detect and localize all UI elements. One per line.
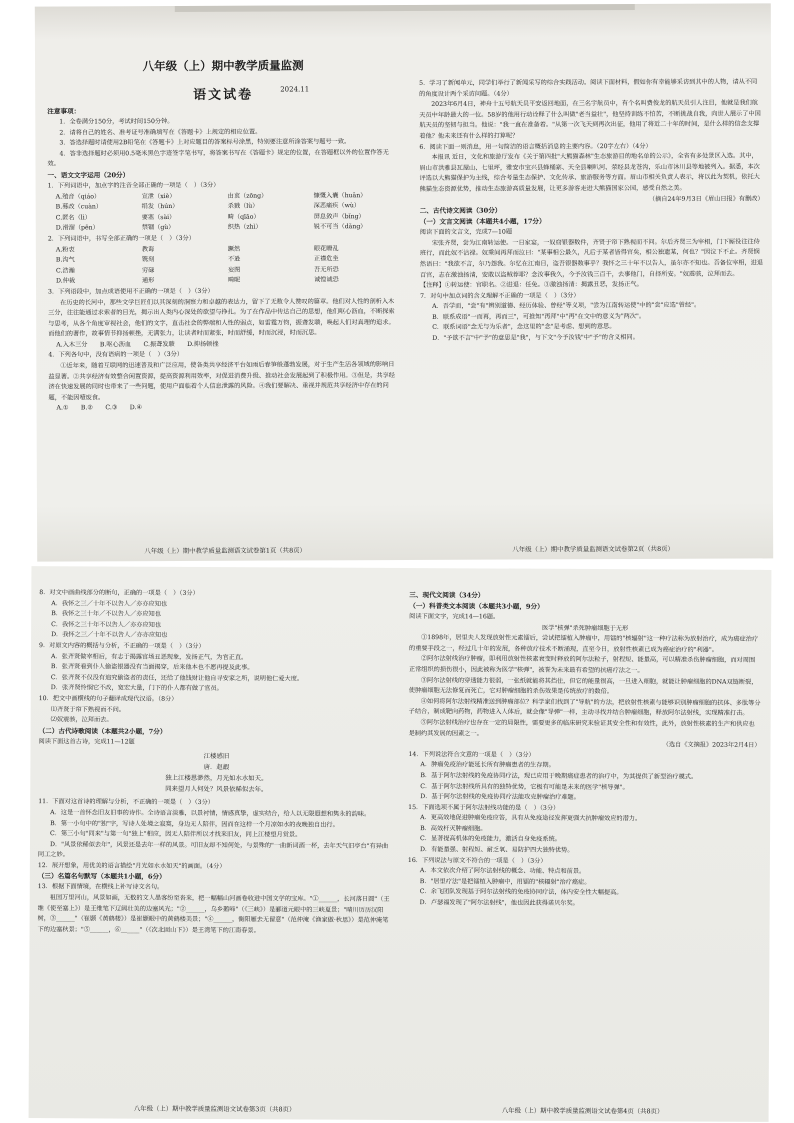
option: C.匿名（lì） (55, 214, 91, 222)
option: B．基于阿尔法射线的免疫协同疗法，现已应用于晚期癌症患者的治疗中，为其提供了新型治疗模式。 (420, 772, 698, 781)
option: 由衷（zōng） (227, 192, 268, 200)
q2-options (48, 244, 400, 288)
question-11: 11．下面对这首诗的理解与分析，不正确的一项是（ ）（3分） (38, 798, 215, 807)
option: 畸昵 (227, 277, 241, 285)
option: 吾无所恐 (313, 266, 339, 274)
option: C．我怀之三十年不以告人／亦亦应知也 (51, 620, 162, 629)
option: 杀戮（lù） (227, 202, 259, 210)
question-2: 2．下列词语中，书写全部正确的一项是（ ）（3分） (47, 234, 195, 243)
option: B．"居里疗法"是把镭植入肿瘤中，用镭的"核辐射"治疗癌症。 (419, 877, 591, 886)
question-12: 12．展开想象，用优美的语言描绘"月光如水水如天"的画面。（4分） (37, 861, 226, 870)
passage: 本报讯 近日，文化和旅游厅发布《关于第四批"大熊猫森林"生态旅游目的地名单的公示》，全省有多处景区入选。其中，眉山市洪雅县瓦屋山、七里坪，雅安市宝兴县蜂桶寨、天全县喇叭河、荥经县龙苍沟，乐山市沐川县等地被列入。据悉，本次评选以大熊猫保护为主线，综合考量生态保护、文化传承、旅游服务等方面。眉山市相关负责人表示，将以此为契机，依托大熊猫生态资源优势，推动生态旅游高质量发展，让更多游客走进大熊猫国家公园，感受自然之美。 (419, 152, 760, 193)
page-1 (47, 5, 401, 562)
option: 妄图 (227, 266, 241, 274)
option: A．我怀之三／十年不以告人／亦亦应知也 (51, 599, 168, 608)
page-3 (37, 566, 396, 1120)
translate-sentence: ⑵奴震骇，泣拜而去。 (50, 716, 113, 724)
option: 正襟危坐 (313, 255, 339, 263)
option: B．第一小句中的"独"字，写诗人处境之寂寞，身边无人陪伴，因而在这样一个月凉如水的夜晚独自出行。 (50, 819, 339, 829)
page-footer: 八年级（上）期中教学质量监测语文试卷第2页（共8页） (512, 544, 674, 554)
option: B．联系成语"一而再，再而三"，可推知"再拜"中"再"在文中的意义为"两次"。 (432, 312, 646, 321)
reading-instructions: 阅读下面的文言文，完成7—10题 (419, 228, 513, 237)
option: D．"予欲不言"中"予"的意思是"我"，与下文"今予汝钱"中"予"的含义相同。 (432, 334, 639, 342)
question-9: 9．对原文内容的概括与分析，不正确的一项是（ ）（3分） (39, 642, 205, 650)
question-16: 16．下列说法与原文不符合的一项是（ ）（3分） (407, 856, 547, 865)
option: A．吾学而，"尝"有"辨别道德、经历体验、曾经"等义项，"尝为江南转运使"中的"尝"应选"曾经"。 (432, 301, 701, 311)
poem-block (38, 750, 394, 796)
question-7: 7．对句中加点词的含义理解不正确的一项是（ ）（3分） (420, 291, 580, 300)
option: C．张齐贤不仅没有追究偷盗者的责任，还给了他钱财让他自寻安家之所，说明他仁爱大度。 (50, 673, 304, 683)
annotation: 【注释】①转运使：官职名。②进退：任免。③激浊扬清：揭露丑恶，发扬正气。 (419, 281, 643, 290)
section-heading: 一、语文文字运用（20分） (47, 171, 130, 180)
notice-item: 1．全卷满分150分，考试时间150分钟。 (59, 118, 174, 126)
question-13: 13．根据下面情境，在横线上补写诗文名句。 (37, 883, 164, 892)
option: C．显著提高机体的免疫能力，激活自身免疫系统。 (420, 835, 561, 844)
option: 慷慨入囊（huān） (313, 191, 367, 199)
option: 不逊 (227, 255, 241, 263)
q3-options: A.入木三分 B.呕心沥血 C.振聋发聩 D.抑扬顿挫 (56, 340, 219, 349)
source-note: （选自《文摘报》2023年2月4日） (662, 741, 761, 750)
question-5: 5．学习了新闻单元，同学们举行了新闻采写的综合实践活动。阅读下面材料，假如你有幸能够采访到其中的人物，请从不同的角度设计两个采访问题。（4分） (419, 78, 758, 98)
poem-line: 独上江楼思渺然，月光如水水如天。 (165, 774, 268, 783)
option: 诚惶诚恐 (313, 276, 339, 284)
page-footer: 八年级（上）期中教学质量监测语文试卷第1页（共8页） (144, 546, 306, 556)
exam-date: 2024.11 (280, 85, 310, 94)
poem-line: 同来望月人何处？风景依稀似去年。 (165, 785, 268, 794)
option: 畸（qīāo） (227, 213, 260, 221)
option: 禁锢（gù） (141, 224, 175, 232)
option: C．第三小句"同来"与第一句"独上"相应，因无人陪伴所以才找来旧友，同上江楼望月赏景。 (50, 830, 302, 839)
poem-author: 唐．赵嘏 (203, 763, 230, 772)
exam-sheet-pages-3-4 (29, 566, 772, 1122)
option: A．张齐贤做宰相后，有志于揭露官场丑恶现象，发扬正气，为官正直。 (50, 652, 248, 661)
subject-row (47, 83, 399, 101)
subsection-heading: （二）古代诗歌阅读（本题共2小题，7分） (38, 726, 167, 736)
question-1: 1．下列词语中，加点字的注音全部正确的一项是（ ）（3分） (47, 181, 220, 190)
exam-title: 八年级（上）期中教学质量监测 (142, 58, 304, 74)
page-footer: 八年级（上）期中教学质量监测语文试卷第4页（共8页） (501, 1106, 664, 1116)
subsection-heading: （一）文言文阅读（本题共4小题，17分） (419, 217, 546, 227)
notice-item: 4．答非选择题时必须用0.5毫米黑色字迹签字笔书写，将答案书写在《答题卡》规定的位置，在答题框以外的位置作答无效。 (47, 148, 389, 168)
option: B．高效杆灭肿瘤细胞。 (420, 824, 487, 833)
article-paragraph: ①1898年，居里夫人发现放射性元素镭后，尝试把镭植入肿瘤中，用镭的"核辐射"这一种疗法称为放射治疗，成为癌症治疗的重要手段之一，经过几十年的发展，各种放疗技术不断涌现，直至今日，放射性核素已成为癌症治疗的"利器"。 (409, 634, 759, 654)
option: B.蓦改（cuàn） (55, 203, 103, 211)
option: 镌刻 (141, 256, 155, 264)
article-paragraph: ④如何将阿尔法射线精准送到肿瘤部位？科学家们找到了"导航"的方法，把放射性核素与能够识别肿瘤细胞的抗体、多肽等分子结合，制成靶向药物，药物进入人体后，就会像"导弹"一样，主动寻找并结合肿瘤细胞，释放阿尔法射线，实现精准打击。 (408, 697, 761, 718)
translate-sentence: ⑴齐贤于帘下熟视而不问。 (50, 705, 125, 714)
question-4: 4．下列各句中，没有语病的一项是（ ）（3分） (48, 351, 184, 360)
option: C.浩瀚 (55, 267, 75, 275)
option: B．我怀之三十年／不以告人／亦应知也 (51, 610, 161, 618)
option: D.滑溜（pēn） (55, 224, 99, 232)
option: D.仲裁 (55, 277, 76, 285)
section-heading: 三、现代文阅读（34分） (409, 591, 485, 600)
article-paragraph: ⑤阿尔法射线治疗也存在一定的局限性，需要更多的临床研究来验证其安全性和有效性，此外，放射性核素的生产和供应也是制约其发展的因素之一。 (408, 719, 755, 737)
question-6: 6．阅读下面一则消息，用一句简洁的语言概括消息的主要内容。（20字左右）（4分） (419, 142, 652, 151)
option: 宣泄（xiè） (141, 192, 176, 200)
page-footer: 八年级（上）期中教学质量监测语文试卷第3页（共8页） (133, 1104, 296, 1114)
option: D．有能量强、射程短、耐乏氧、易防护四大独特优势。 (419, 846, 574, 854)
option: 屏息敛声（bǐng） (313, 212, 365, 221)
exam-sheet-pages-1-2 (35, 3, 773, 561)
passage: 在历史的长河中，那些文学巨匠们以其深刻的洞察力和卓越的表达力，留下了无数令人赞叹的篇章。他们对人性的剖析入木三分，往往能通过求索者的目光，揭示出人类内心深处的欲望与挣扎。为了在作品中传达自己的思想，他们呕心沥血，不断探索与思考，从各个角度审视社会，他们的文字，直击社会的弊端和人性的弱点，如雷霆万钧，振聋发聩，唤起人们对真理的追求。而他们的著作，故事情节抑扬顿挫，无满张力，让读者时而紧张，时而舒缓，时而沉浸，时而沉思。 (48, 297, 395, 338)
option: 锐不可当（dǎng） (313, 223, 367, 231)
section-heading: 二、古代诗文阅读（30分） (419, 206, 502, 216)
option: A．这是一首怀念旧友旧事的诗作。全诗语言淡雅，以景衬情，情感真挚，虚实结合，给人以无限遐想和隽永的韵味。 (50, 809, 371, 818)
option: D．我怀之三／十年不以告人／亦亦应知也 (51, 631, 168, 640)
option: C．联系词语"念无与为乐者"，念这里的"念"是考虑、想到的意思。 (432, 323, 616, 332)
page-2 (419, 3, 765, 559)
option: D．卢瑟福发现了"阿尔法射线"，他也因此获得诺贝尔奖。 (419, 899, 579, 907)
source-note: （摘自24年9月3日《眉山日报》有删改） (648, 194, 764, 203)
option: A.殖音（qiáo） (55, 192, 101, 201)
option: C．余飞团队发现基于阿尔法射线的免疫协同疗法，体内安全性大幅提高。 (419, 888, 623, 897)
option: A．本文依次介绍了阿尔法射线的概念、功能、特点和前景。 (419, 867, 586, 876)
subsection-heading: （三）名篇名句默写（本题共1小题，6分） (37, 872, 166, 882)
option: 眼花瞭乱 (313, 244, 339, 252)
option: A．肿瘤免疫治疗能延长所有肿瘤患者的生存期。 (420, 761, 555, 770)
option: A．更高效地促进肿瘤免疫应答，具有从免疫途径发挥更强大抗肿瘤效应的潜力。 (420, 814, 642, 823)
passage: 2023年6月4日，神舟十五号航天员平安返回地面，在三名宇航员中，有个名叫费俊龙的航天员引人注目，他就是我们航天员中年龄最大的一位。58岁的他用行动诠释了什么叫做"老当益壮"，他坚持训练不怕苦，不断挑战自我，向世人展示了中国航天员的坚韧与担当。他说："我一直在准备着。"从第一次飞天到再次出征，他用了将近二十年的时间，是什么样的信念支撑着他？他未来还有什么样的打算呢？ (419, 99, 761, 140)
subsection-heading: （一）科普类文本阅读（本题共3小题，9分） (409, 602, 544, 611)
option: 要塞（sài） (141, 213, 176, 221)
article-paragraph: ②阿尔法射线治疗肿瘤，即利用放射性核素衰变时释放的阿尔法粒子，射程短、能量高，可以精准杀伤肿瘤细胞，而对周围正常组织的损伤很小，因此被称为医学"核弹"，被誉为未来最有希望的抗癌疗法之一。 (408, 655, 756, 675)
option: 织热（zhì） (227, 223, 262, 232)
subject-title: 语文试卷 (193, 87, 254, 103)
option: B．张齐贤看到仆人偷盗银器没有当面揭穿，后来他本也不愿再提及此事。 (50, 663, 254, 672)
question-3: 3．下列语段中，加点成语使用不正确的一项是（ ）（3分） (48, 287, 214, 296)
option: 穷碌 (141, 266, 155, 274)
page-4 (407, 568, 762, 1122)
option: 深恶痛疾（wù） (313, 202, 361, 210)
notice-item: 3．答选择题时请使用2B铅笔在《答题卡》上对应题目的答案标号涂黑，特别要注意所涂答案与题号一致。 (59, 138, 351, 147)
q1-options (48, 191, 400, 235)
fill-in-passage: 祖国万里河山，风景如画，无数的文人墨客纷至沓来，把一幅幅山河画卷收进中国文学的宝库。"①______，长河落日圆"（王维《使至塞上》）是王维笔下辽阔壮美的边塞风光；"②______，乌乡鹅啼"（《三峡》）是郦道元眼中的三峡夏景；"晴川历历汉阳树，③______"（崔颢《黄鹤楼》）是崔颢眼中的黄鹤楼美景；"④______，衡阳雁去无留意"（范仲淹《渔家傲·秋思》）是范仲淹笔下的边塞秋景；"⑤______，⑥______"（《次北固山下》）是王湾笔下的江南春景。 (37, 894, 390, 935)
option: B.沟气 (55, 256, 75, 264)
option: A.粉衷 (55, 245, 75, 254)
question-15: 15．下面选项不属于阿尔法射线功能的是（ ）（3分） (408, 803, 560, 812)
question-10: 10．把文中画横线的句子翻译成现代汉语。（8分） (38, 695, 178, 703)
poem-title: 江楼感旧 (203, 752, 230, 761)
option: 通形 (141, 277, 155, 285)
option: 蹶然 (227, 245, 241, 253)
notice-heading: 注意事项： (47, 107, 81, 116)
article-paragraph: ③阿尔法射线的穿透能力很弱，一张纸就能将其挡住，但它的能量很高，一旦进入细胞，就能让肿瘤细胞的DNA双链断裂，使肿瘤细胞无法修复而死亡，它对肿瘤细胞的杀伤效果是传统放疗的数倍。 (408, 676, 758, 696)
q4-options: A.① B.② C.③ D.④ (56, 404, 143, 412)
option: 教诲 (141, 245, 155, 253)
option: D．基于阿尔法射线的免疫协同疗法能攻克肿瘤治疗难题。 (420, 793, 580, 802)
question-14: 14．下列说法符合文意的一项是（ ）（3分） (408, 750, 535, 759)
reading-instructions: 阅读下面这首古诗，完成11—12题 (38, 737, 135, 746)
notice-item: 2．请将自己的姓名、准考证号准确填写在《答题卡》上规定的相应位置。 (59, 128, 262, 137)
option: D．张齐贤怜悯它不改，宽宏大量，门下的仆人都有做了官员。 (50, 684, 223, 693)
option: 绢发（hún） (141, 203, 179, 211)
reading-instructions: 阅读下面文字，完成14—16题。 (409, 613, 500, 621)
classical-passage: 宋张齐贤，尝为江南转运使。一日家宴，一奴窃银器数件，齐贤于帘下熟视而不问。尔后齐贤三为宰相，门下厮役往往侍班行，而此奴不沾禄。奴乘间再拜而泣曰："某事相公最久，凡后于某者皆得官矣，相公独遗某，何也？"因泣下不止。齐贤悯然语曰："我欲不言，尔乃怨我。尔忆在江南日，盗吾银器数事乎？我怀之三十年不以告人，虽尔亦不知也。吾备位宰相，进退百官，志在激浊扬清，安敢以盗贼荐耶？念汝事我久，今予汝钱三百千，去事他门，自择所安。"奴震骇，泣拜而去。 (419, 238, 764, 279)
question-8: 8．对文中画曲线部分的断句，正确的一项是（ ）（3分） (39, 589, 199, 597)
option: D．"风景依稀似去年"，风景还是去年一样的风景。可旧友却不知何处，与景殊的"一曲新词酒一杯，去年天气旧亭台"有异曲同工之妙。 (37, 840, 389, 859)
option: C．基于阿尔法射线所具有的独特优势，它极有可能是未来的医学"核导弹"。 (420, 782, 629, 791)
passage: ①近年来，随着互联网的迅速普及和广泛应用，使各类共享经济平台如雨后春笋般蓬勃发展，对于生产生活各领域的影响日益显著。②共享经济有效整合闲置资源，提高资源利用效率，对促进消费升级、推动社会发展起到了积极作用。③但是，共享经济在快速发展的同时也带来了一些问题，使用户面临着个人信息泄露的风险。④我们要解决、重视并规范共享经济中存在的问题，不能因噎废食。 (48, 361, 395, 402)
article-title: 医学"核弹"杀死肿瘤细胞于无形 (542, 624, 629, 632)
